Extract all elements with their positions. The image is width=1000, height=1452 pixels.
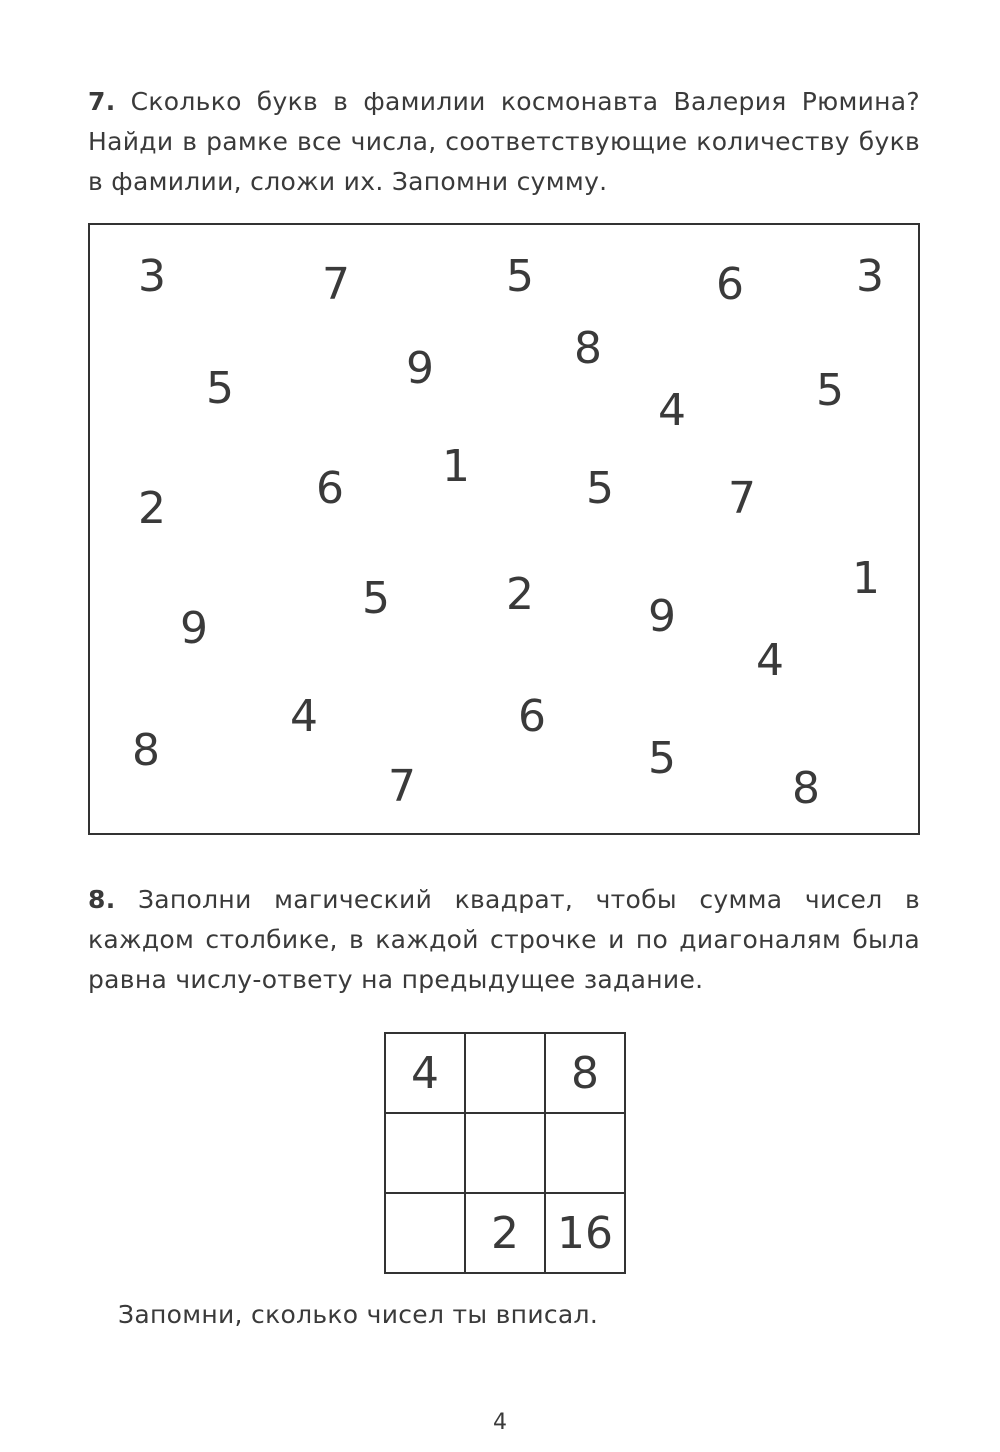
frame-number: 5	[362, 573, 390, 624]
frame-number: 4	[658, 385, 686, 436]
frame-number: 8	[574, 323, 602, 374]
frame-number: 8	[132, 725, 160, 776]
frame-number: 9	[406, 343, 434, 394]
magic-square-cell: 8	[545, 1033, 625, 1113]
frame-number: 6	[518, 691, 546, 742]
frame-number: 5	[206, 363, 234, 414]
number-frame	[88, 223, 920, 835]
magic-square-cell: 4	[385, 1033, 465, 1113]
frame-number: 7	[728, 473, 756, 524]
page-number: 4	[493, 1410, 507, 1435]
frame-number: 1	[852, 553, 880, 604]
frame-number: 4	[290, 691, 318, 742]
magic-square-cell[interactable]	[465, 1113, 545, 1193]
frame-number: 5	[648, 733, 676, 784]
magic-square-row	[385, 1113, 625, 1193]
frame-number: 3	[138, 251, 166, 302]
magic-square-cell[interactable]	[385, 1193, 465, 1273]
task-8-body: Заполни магический квадрат, чтобы сумма чисел в каждом столбике, в каждой строчке и по диагоналям была равна числу-ответу на предыдущее задание.	[88, 885, 920, 994]
frame-number: 5	[506, 251, 534, 302]
note-text: Запомни, сколько чисел ты вписал.	[118, 1300, 599, 1329]
frame-number: 4	[756, 635, 784, 686]
frame-number: 3	[856, 251, 884, 302]
frame-number: 5	[816, 365, 844, 416]
frame-number: 2	[138, 483, 166, 534]
magic-square-cell: 16	[545, 1193, 625, 1273]
magic-square	[384, 1032, 626, 1274]
magic-square-cell[interactable]	[545, 1113, 625, 1193]
task-7-body: Сколько букв в фамилии космонавта Валерия Рюмина? Найди в рамке все числа, соответствующие количеству букв в фамилии, сложи их. Запомни сумму.	[88, 87, 920, 196]
task-8-text	[88, 880, 920, 1000]
magic-square-row	[385, 1033, 625, 1113]
magic-square-row	[385, 1193, 625, 1273]
magic-square-cell: 2	[465, 1193, 545, 1273]
task-8-number: 8.	[88, 885, 116, 914]
frame-number: 9	[648, 591, 676, 642]
task-7-number: 7.	[88, 87, 116, 116]
magic-square-cell[interactable]	[385, 1113, 465, 1193]
frame-number: 7	[322, 259, 350, 310]
frame-number: 6	[316, 463, 344, 514]
frame-number: 6	[716, 259, 744, 310]
frame-number: 1	[442, 441, 470, 492]
frame-number: 9	[180, 603, 208, 654]
task-7-text	[88, 82, 920, 202]
frame-number: 7	[388, 761, 416, 812]
frame-number: 2	[506, 569, 534, 620]
magic-square-cell[interactable]	[465, 1033, 545, 1113]
frame-number: 8	[792, 763, 820, 814]
frame-number: 5	[586, 463, 614, 514]
